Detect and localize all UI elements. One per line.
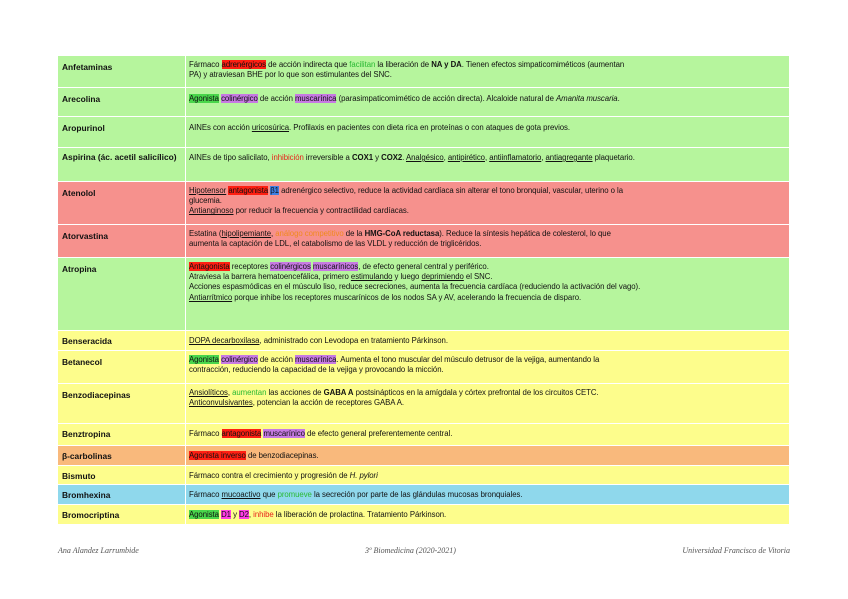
footer-university: Universidad Francisco de Vitoria	[682, 546, 790, 555]
drug-name: Aspirina (ác. acetil salicílico)	[58, 148, 186, 182]
table-row	[58, 424, 790, 446]
footer-course: 3º Biomedicina (2020-2021)	[365, 546, 456, 555]
drug-name: Betanecol	[58, 351, 186, 384]
drug-description: Ansiolíticos, aumentan las acciones de GABA A postsinápticos en la amígdala y córtex prefrontal de los circuitos CETC. Anticonvulsivantes, potencian la acción de receptores GABA A.	[186, 384, 790, 424]
table-row	[58, 182, 790, 225]
drug-description: AINEs de tipo salicilato, inhibición irreversible a COX1 y COX2. Analgésico, antipirético, antiinflamatorio, antiagregante plaquetario.	[186, 148, 790, 182]
table-row	[58, 446, 790, 466]
drug-name: Atropina	[58, 258, 186, 331]
table-row	[58, 148, 790, 182]
table-row	[58, 225, 790, 258]
drug-description: Fármaco mucoactivo que promueve la secreción por parte de las glándulas mucosas bronquiales.	[186, 485, 790, 505]
drug-description: Antagonista receptores colinérgicos muscarínicos, de efecto general central y periférico. Atraviesa la barrera hematoencefálica, primero estimulando y luego deprimiendo el SNC. Acciones espasmódicas en el músculo liso, reduce secreciones, aumenta la frecuencia cardíaca (reduciendo la activación del vago). Antiarrítmico porque inhibe los receptores muscarínicos de los nodos SA y AV, acelerando la frecuencia de disparo.	[186, 258, 790, 331]
drug-name: β-carbolinas	[58, 446, 186, 466]
drug-name: Bromocriptina	[58, 505, 186, 525]
drug-name: Arecolina	[58, 88, 186, 117]
drug-description: Agonista colinérgico de acción muscarínica (parasimpaticomimético de acción directa). Alcaloide natural de Amanita muscaria.	[186, 88, 790, 117]
drug-description: AINEs con acción uricosúrica. Profilaxis en pacientes con dieta rica en proteínas o con ataques de gota previos.	[186, 117, 790, 148]
table-row	[58, 351, 790, 384]
table-row	[58, 505, 790, 525]
drug-description: Agonista D1 y D2, inhibe la liberación de prolactina. Tratamiento Párkinson.	[186, 505, 790, 525]
drug-name: Benztropina	[58, 424, 186, 446]
drug-name: Anfetaminas	[58, 56, 186, 88]
table-row	[58, 56, 790, 88]
drug-name: Benzodiacepinas	[58, 384, 186, 424]
drug-table	[57, 55, 790, 525]
footer-author: Ana Alandez Larrumbide	[58, 546, 139, 555]
table-row	[58, 117, 790, 148]
table-row	[58, 88, 790, 117]
drug-description: Fármaco antagonista muscarínico de efecto general preferentemente central.	[186, 424, 790, 446]
drug-name: Aropurinol	[58, 117, 186, 148]
drug-description: Agonista inverso de benzodiacepinas.	[186, 446, 790, 466]
drug-description: Hipotensor antagonista β1 adrenérgico selectivo, reduce la actividad cardíaca sin alterar el tono bronquial, vascular, uterino o la glucemia. Antianginoso por reducir la frecuencia y contractilidad cardíacas.	[186, 182, 790, 225]
drug-description: Fármaco adrenérgicos de acción indirecta que facilitan la liberación de NA y DA. Tienen efectos simpaticomiméticos (aumentan PA) y atraviesan BHE por lo que son estimulantes del SNC.	[186, 56, 790, 88]
drug-name: Bismuto	[58, 466, 186, 485]
drug-name: Benseracida	[58, 331, 186, 351]
drug-description: Estatina (hipolipemiante, análogo competitivo de la HMG-CoA reductasa). Reduce la síntesis hepática de colesterol, lo que aumenta la captación de LDL, el catabolismo de las VLDL y reducción de triglicéridos.	[186, 225, 790, 258]
table-row	[58, 331, 790, 351]
table-row	[58, 384, 790, 424]
table-row	[58, 258, 790, 331]
drug-name: Atenolol	[58, 182, 186, 225]
drug-name: Bromhexina	[58, 485, 186, 505]
drug-description: Fármaco contra el crecimiento y progresión de H. pylori	[186, 466, 790, 485]
table-row	[58, 466, 790, 485]
drug-name: Atorvastina	[58, 225, 186, 258]
drug-description: Agonista colinérgico de acción muscarínica. Aumenta el tono muscular del músculo detrusor de la vejiga, aumentando la contracción, reduciendo la capacidad de la vejiga y provocando la micción.	[186, 351, 790, 384]
drug-description: DOPA decarboxilasa, administrado con Levodopa en tratamiento Párkinson.	[186, 331, 790, 351]
table-row	[58, 485, 790, 505]
